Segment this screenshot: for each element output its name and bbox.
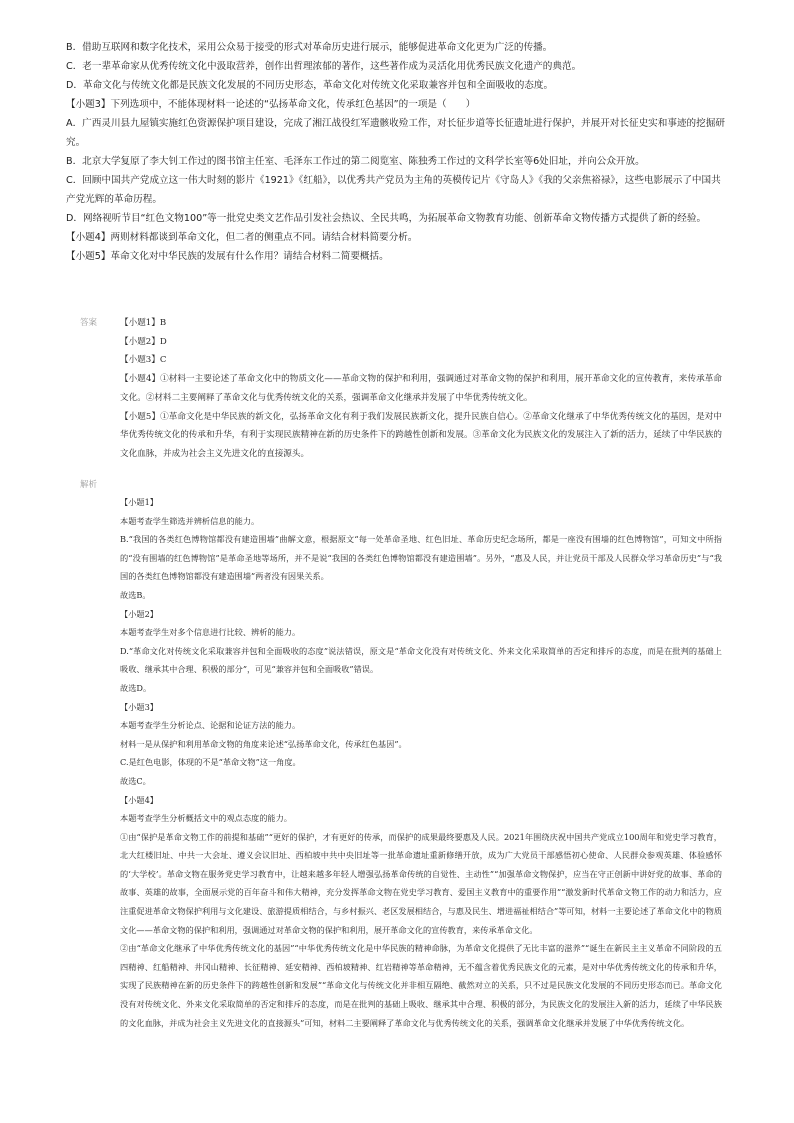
analysis-paragraph: 材料一是从保护和利用革命文物的角度来论述“弘扬革命文化，传承红色基因”。 <box>120 738 407 749</box>
question-option-b: B．借助互联网和数字化技术，采用公众易于接受的形式对革命历史进行展示，能够促进革命文化更为广泛的传播。 <box>66 42 553 53</box>
analysis-label: 解析 <box>80 480 98 490</box>
analysis-paragraph: 本题考查学生分析论点、论据和论证方法的能力。 <box>120 720 301 731</box>
answer-item-1: 【小题1】B <box>120 318 167 328</box>
analysis-paragraph: 本题考查学生对多个信息进行比较、辨析的能力。 <box>120 627 301 638</box>
analysis-paragraph: ①由“保护是革命文物工作的前提和基础”“更好的保护，才有更好的传承，而保护的成果最终要惠及人民。2021年围绕庆祝中国共产党成立100周年和党史学习教育，北大红楼旧址、中共一大会址、遵义会议旧址、西柏坡中共中央旧址等一批革命遗址重新修缮开放，成为广大党员干部感悟初心使命、人民群众参观英雄、体验感怀的‘大学校’。革命文物在服务党史学习教育中，让越来越多年轻人增强弘扬革命传统的自觉性、主动性”“加强革命文物保护，应当在守正创新中讲好党的故事、革命的故事、英雄的故事，全面展示党的百年奋斗和伟大精神，充分发挥革命文物在党史学习教育、爱国主义教育中的重要作用”“激发新时代革命文物工作的动力和活力，应注重促进革命文物保护利用与文化建设、旅游提质相结合，与乡村振兴、老区发展相结合，与惠及民生、增进福祉相结合”等可知，材料一主要论述了革命文化中的物质文化——革命文物的保护和利用，强调通过对革命文物的保护和利用，展开革命文化的宣传教育，来传承革命文化。 <box>120 831 722 935</box>
answer-item-4: 【小题4】①材料一主要论述了革命文化中的物质文化——革命文物的保护和利用，强调通过对革命文物的保护和利用，展开革命文化的宣传教育，来传承革命文化。②材料二主要阐释了革命文化与优秀传统文化的关系，强调革命文化继承并发展了中华优秀传统文化。 <box>120 374 722 403</box>
question-section <box>66 38 730 266</box>
answer-item-2: 【小题2】D <box>120 336 167 347</box>
analysis-conclusion: 故选D。 <box>120 682 152 693</box>
question-5-stem: 【小题5】革命文化对中华民族的发展有什么作用？请结合材料二简要概括。 <box>66 251 389 262</box>
answer-item-3: 【小题3】C <box>120 355 167 366</box>
analysis-conclusion: 故选B。 <box>120 589 151 600</box>
analysis-heading-2: 【小题2】 <box>120 608 158 619</box>
question-option-d: D．革命文化与传统文化都是民族文化发展的不同历史形态，革命文化对传统文化采取兼容并包和全面吸收的态度。 <box>66 80 554 91</box>
answer-label: 答案 <box>80 318 98 328</box>
question-option-c: C．老一辈革命家从优秀传统文化中汲取营养，创作出哲理浓郁的著作，这些著作成为灵活化用优秀民族文化遗产的典范。 <box>66 61 582 72</box>
analysis-heading-3: 【小题3】 <box>120 701 158 712</box>
analysis-paragraph: C.是红色电影，体现的不是“革命文物”这一角度。 <box>120 757 301 768</box>
question-3-option-b: B．北京大学复原了李大钊工作过的图书馆主任室、毛泽东工作过的第二阅览室、陈独秀工作过的文科学长室等6处旧址，并向公众开放。 <box>66 156 645 167</box>
answer-item-5: 【小题5】①革命文化是中华民族的新文化，弘扬革命文化有利于我们发展民族新文化，提升民族自信心。②革命文化继承了中华优秀传统文化的基因，是对中华优秀传统文化的传承和升华，有利于实现民族精神在新的历史条件下的跨越性创新和发展。③革命文化为民族文化的发展注入了新的活力，延续了中华民族的文化血脉，并成为社会主义先进文化的直接源头。 <box>120 411 722 459</box>
question-4-stem: 【小题4】两则材料都谈到革命文化，但二者的侧重点不同。请结合材料简要分析。 <box>66 232 418 243</box>
analysis-section <box>120 493 722 1032</box>
answer-section <box>120 314 722 464</box>
question-3-option-d: D．网络视听节目“红色文物100”等一批党史类文艺作品引发社会热议、全民共鸣，为拓展革命文物教育功能、创新革命文物传播方式提供了新的经验。 <box>66 213 707 224</box>
question-3-option-c: C．回顾中国共产党成立这一伟大时刻的影片《1921》《红船》，以优秀共产党员为主角的英模传记片《守岛人》《我的父亲焦裕禄》，这些电影展示了中国共产党光辉的革命历程。 <box>66 175 721 205</box>
analysis-heading-1: 【小题1】 <box>120 497 158 507</box>
analysis-paragraph: 本题考查学生分析概括文中的观点态度的能力。 <box>120 813 292 824</box>
analysis-paragraph: 本题考查学生筛选并辨析信息的能力。 <box>120 515 260 526</box>
analysis-conclusion: 故选C。 <box>120 775 151 786</box>
question-3-stem: 【小题3】下列选项中，不能体现材料一论述的“弘扬革命文化，传承红色基因”的一项是（ ） <box>66 99 476 110</box>
analysis-paragraph: ②由“革命文化继承了中华优秀传统文化的基因”“中华优秀传统文化是中华民族的精神命脉，为革命文化提供了无比丰富的滋养”“诞生在新民主主义革命不同阶段的五四精神、红船精神、井冈山精神、长征精神、延安精神、西柏坡精神、红岩精神等革命精神，无不蕴含着优秀民族文化的元素，是对中华优秀传统文化的传承和升华，实现了民族精神在新的历史条件下的跨越性创新和发展”“革命文化与传统文化并非相互隔绝、截然对立的关系，只不过是民族文化发展的不同历史形态而已。革命文化没有对传统文化、外来文化采取简单的否定和排斥的态度，而是在批判的基础上吸收、继承其中合理、积极的部分，为民族文化的发展注入新的活力，延续了中华民族的文化血脉，并成为社会主义先进文化的直接源头”可知，材料二主要阐释了革命文化与优秀传统文化的关系，强调革命文化继承并发展了中华优秀传统文化。 <box>120 943 722 1028</box>
analysis-paragraph: B.“我国的各类红色博物馆都没有建造围墙”曲解文意，根据原文“每一处革命圣地、红色旧址、革命历史纪念场所，都是一座没有围墙的红色博物馆”，可知文中所指的“没有围墙的红色博物馆”是革命圣地等场所，并不是说“我国的各类红色博物馆都没有建造围墙”。另外，“惠及人民，并让党员干部及人民群众学习革命历史”与“我国的各类红色博物馆都没有建造围墙”两者没有因果关系。 <box>120 534 722 582</box>
analysis-paragraph: D.“革命文化对传统文化采取兼容并包和全面吸收的态度”说法错误，原文是“革命文化没有对传统文化、外来文化采取简单的否定和排斥的态度，而是在批判的基础上吸收、继承其中合理、积极的部分”，可见“兼容并包和全面吸收”错误。 <box>120 645 722 675</box>
question-3-option-a: A．广西灵川县九屋镇实施红色资源保护项目建设，完成了湘江战役红军遗骸收殓工作，对长征步道等长征遗址进行保护，并展开对长征史实和事迹的挖掘研究。 <box>66 118 725 148</box>
analysis-heading-4: 【小题4】 <box>120 794 158 805</box>
